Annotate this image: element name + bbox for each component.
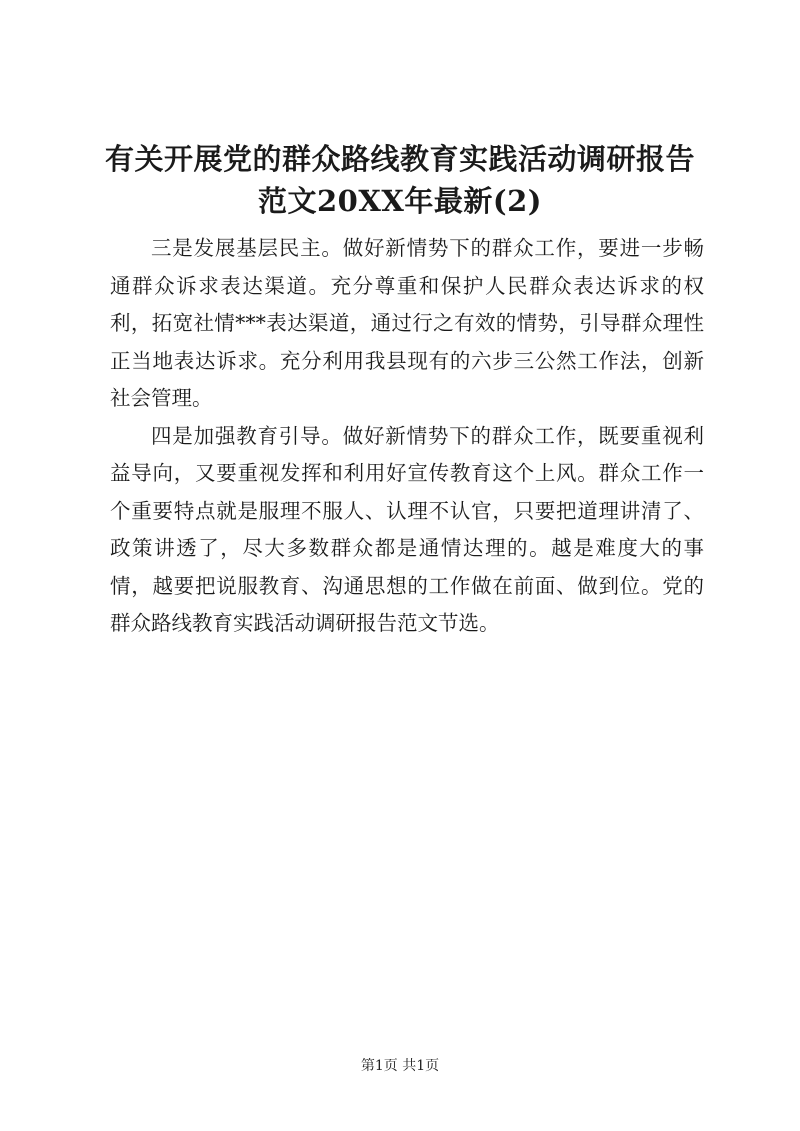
document-title-line-2: 范文20XX年最新(2): [258, 184, 542, 218]
document-title-line-1: 有关开展党的群众路线教育实践活动调研报告: [104, 142, 695, 176]
document-body: [110, 230, 704, 643]
page-footer: 第1页 共1页: [360, 1058, 440, 1074]
paragraph-1: 三是发展基层民主。做好新情势下的群众工作，要进一步畅通群众诉求表达渠道。充分尊重和保护人民群众表达诉求的权利，拓宽社情***表达渠道，通过行之有效的情势，引导群众理性正当地表达诉求。充分利用我县现有的六步三公然工作法，创新社会管理。: [110, 236, 704, 410]
paragraph-2: 四是加强教育引导。做好新情势下的群众工作，既要重视利益导向，又要重视发挥和利用好宣传教育这个上风。群众工作一个重要特点就是服理不服人、认理不认官，只要把道理讲清了、政策讲透了，尽大多数群众都是通情达理的。越是难度大的事情，越要把说服教育、沟通思想的工作做在前面、做到位。党的群众路线教育实践活动调研报告范文节选。: [110, 423, 704, 635]
